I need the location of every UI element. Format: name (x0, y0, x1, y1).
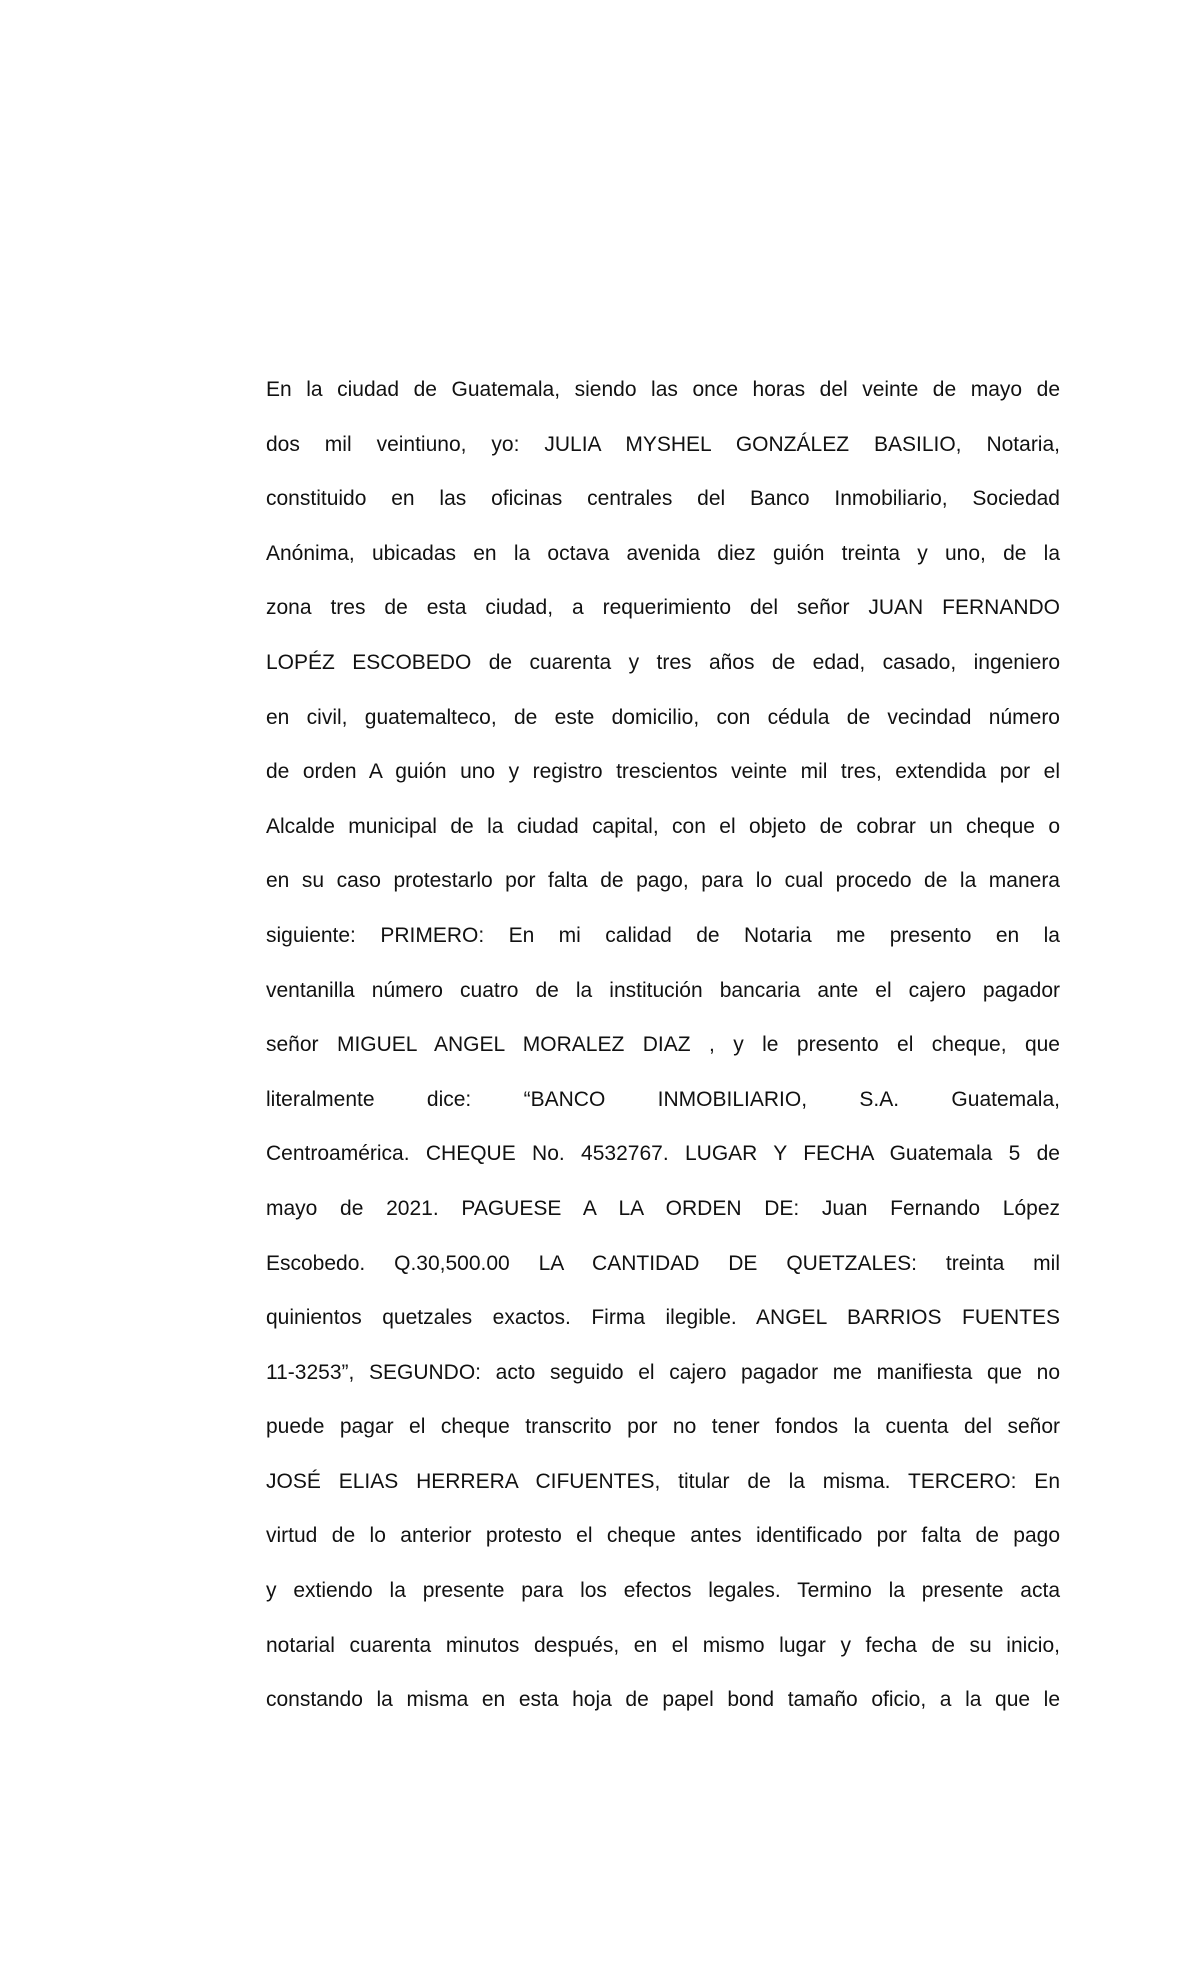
text-line: constituido en las oficinas centrales del Banco Inmobiliario, Sociedad (266, 487, 1060, 511)
text-line: mayo de 2021. PAGUESE A LA ORDEN DE: Juan Fernando López (266, 1196, 1060, 1220)
text-line: en su caso protestarlo por falta de pago, para lo cual procedo de la manera (266, 869, 1060, 893)
text-line: Centroamérica. CHEQUE No. 4532767. LUGAR Y FECHA Guatemala 5 de (266, 1142, 1060, 1166)
text-line: dos mil veintiuno, yo: JULIA MYSHEL GONZÁLEZ BASILIO, Notaria, (266, 432, 1060, 456)
text-line: literalmente dice: “BANCO INMOBILIARIO, S.A. Guatemala, (266, 1087, 1060, 1111)
text-line: en civil, guatemalteco, de este domicilio, con cédula de vecindad número (266, 705, 1060, 729)
text-line: Alcalde municipal de la ciudad capital, con el objeto de cobrar un cheque o (266, 814, 1060, 838)
text-line: zona tres de esta ciudad, a requerimiento del señor JUAN FERNANDO (266, 596, 1060, 620)
text-line: Anónima, ubicadas en la octava avenida diez guión treinta y uno, de la (266, 541, 1060, 565)
text-line: ventanilla número cuatro de la institución bancaria ante el cajero pagador (266, 978, 1060, 1002)
text-line: LOPÉZ ESCOBEDO de cuarenta y tres años de edad, casado, ingeniero (266, 650, 1060, 674)
notarial-act-body (266, 370, 1060, 1735)
text-line: 11-3253”, SEGUNDO: acto seguido el cajero pagador me manifiesta que no (266, 1360, 1060, 1384)
text-line: siguiente: PRIMERO: En mi calidad de Notaria me presento en la (266, 923, 1060, 947)
text-line: Escobedo. Q.30,500.00 LA CANTIDAD DE QUETZALES: treinta mil (266, 1251, 1060, 1275)
text-line: de orden A guión uno y registro trescientos veinte mil tres, extendida por el (266, 760, 1060, 784)
text-line: En la ciudad de Guatemala, siendo las once horas del veinte de mayo de (266, 378, 1060, 401)
text-line: notarial cuarenta minutos después, en el mismo lugar y fecha de su inicio, (266, 1633, 1060, 1657)
text-line: y extiendo la presente para los efectos legales. Termino la presente acta (266, 1579, 1060, 1603)
text-line: virtud de lo anterior protesto el cheque antes identificado por falta de pago (266, 1524, 1060, 1548)
text-line: quinientos quetzales exactos. Firma ilegible. ANGEL BARRIOS FUENTES (266, 1306, 1060, 1330)
text-line: JOSÉ ELIAS HERRERA CIFUENTES, titular de la misma. TERCERO: En (266, 1469, 1060, 1493)
text-line: señor MIGUEL ANGEL MORALEZ DIAZ , y le presento el cheque, que (266, 1033, 1060, 1057)
text-line: constando la misma en esta hoja de papel bond tamaño oficio, a la que le (266, 1688, 1060, 1712)
text-line: puede pagar el cheque transcrito por no tener fondos la cuenta del señor (266, 1415, 1060, 1439)
